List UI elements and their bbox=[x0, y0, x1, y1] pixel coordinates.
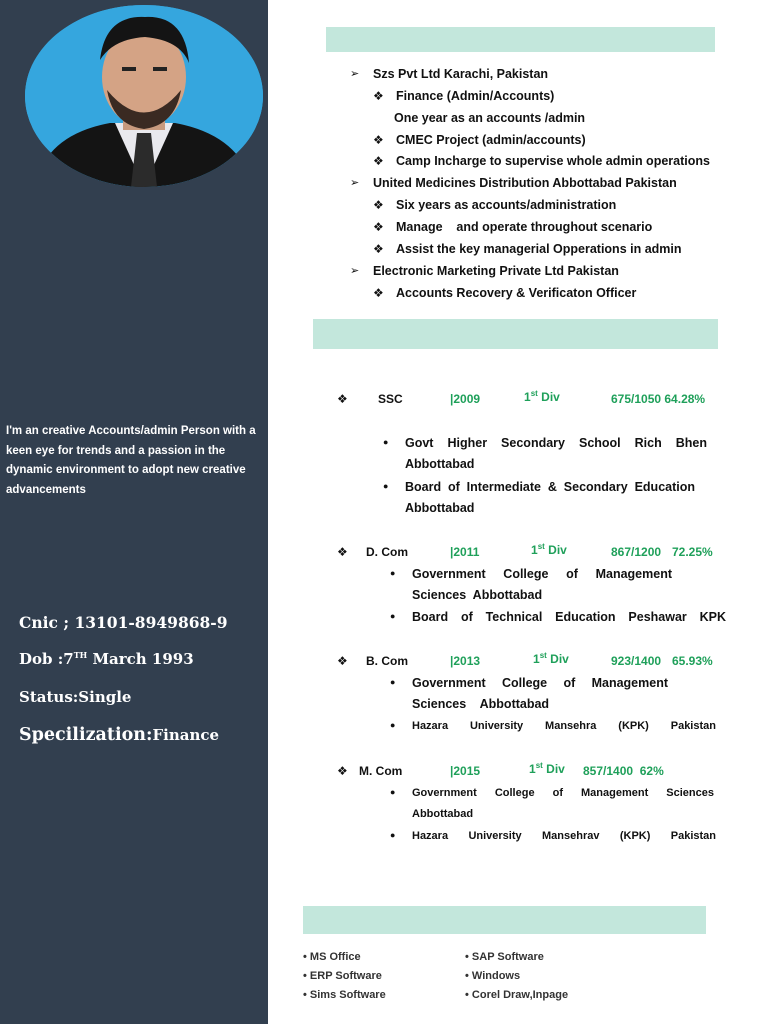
role-2-3: Assist the key managerial Opperations in admin bbox=[396, 242, 682, 256]
bcom-div-sup: st bbox=[539, 651, 547, 660]
dcom-inst-1b: Sciences Abbottabad bbox=[412, 588, 543, 602]
bullet-dot-icon: ● bbox=[383, 437, 389, 447]
cnic: Cnic ; 13101-8949868-9 bbox=[19, 613, 228, 632]
experience-header-bar bbox=[326, 27, 715, 52]
company-2: United Medicines Distribution Abbottabad Pakistan bbox=[373, 176, 677, 190]
arrow-bullet-icon: ➢ bbox=[350, 68, 360, 80]
dob-rest: March 1993 bbox=[87, 650, 194, 668]
ssc-division bbox=[524, 389, 560, 404]
education-header-bar bbox=[313, 319, 718, 349]
ssc-inst-2b: Abbottabad bbox=[405, 501, 475, 515]
arrow-bullet-icon: ➢ bbox=[350, 265, 360, 277]
mcom-inst-1b: Abbottabad bbox=[412, 808, 474, 820]
diamond-bullet-icon: ❖ bbox=[337, 764, 348, 778]
mcom-year: |2015 bbox=[450, 764, 481, 778]
bcom-div-rest: Div bbox=[546, 652, 569, 666]
mcom-division bbox=[529, 761, 565, 776]
dcom-marks: 867/1200 bbox=[611, 545, 662, 559]
mcom-inst-1: Government College of Management Sciences bbox=[412, 787, 714, 799]
skill-item: • Windows bbox=[465, 970, 521, 982]
bullet-dot-icon: ● bbox=[390, 787, 396, 797]
role-3-1: Accounts Recovery & Verificaton Officer bbox=[396, 286, 637, 300]
bcom-percent: 65.93% bbox=[672, 654, 713, 668]
role-2-2: Manage and operate throughout scenario bbox=[396, 220, 653, 234]
ssc-div-num: 1 bbox=[524, 390, 531, 404]
skill-item: • Sims Software bbox=[303, 989, 386, 1001]
role-1-2: CMEC Project (admin/accounts) bbox=[396, 133, 586, 147]
dcom-division bbox=[531, 542, 567, 557]
bullet-dot-icon: ● bbox=[390, 568, 396, 578]
diamond-bullet-icon: ❖ bbox=[373, 286, 384, 300]
role-1-1: Finance (Admin/Accounts) bbox=[396, 89, 555, 103]
bullet-dot-icon: ● bbox=[390, 720, 396, 730]
spec-value: Finance bbox=[152, 726, 220, 744]
skill-item: • Corel Draw,Inpage bbox=[465, 989, 569, 1001]
diamond-bullet-icon: ❖ bbox=[337, 545, 348, 559]
ssc-year: |2009 bbox=[450, 392, 481, 406]
spec-label: Specilization: bbox=[19, 725, 153, 745]
ssc-inst-2: Board of Intermediate & Secondary Education bbox=[405, 480, 695, 494]
bullet-dot-icon: ● bbox=[383, 481, 389, 491]
ssc-inst-1: Govt Higher Secondary School Rich Bhen bbox=[405, 436, 707, 450]
mcom-degree: M. Com bbox=[359, 764, 403, 778]
diamond-bullet-icon: ❖ bbox=[373, 220, 384, 234]
ssc-marks: 675/1050 64.28% bbox=[611, 392, 706, 406]
bcom-degree: B. Com bbox=[366, 654, 408, 668]
ssc-div-rest: Div bbox=[537, 390, 560, 404]
ssc-degree: SSC bbox=[378, 392, 403, 406]
bcom-division bbox=[533, 651, 569, 666]
bullet-dot-icon: ● bbox=[390, 830, 396, 840]
dcom-div-rest: Div bbox=[544, 543, 567, 557]
dcom-div-num: 1 bbox=[531, 543, 538, 557]
skill-item: • MS Office bbox=[303, 951, 361, 963]
skill-item: • ERP Software bbox=[303, 970, 382, 982]
role-1-3: Camp Incharge to supervise whole admin operations bbox=[396, 154, 710, 168]
company-3: Electronic Marketing Private Ltd Pakistan bbox=[373, 264, 619, 278]
diamond-bullet-icon: ❖ bbox=[373, 133, 384, 147]
diamond-bullet-icon: ❖ bbox=[337, 392, 348, 406]
diamond-bullet-icon: ❖ bbox=[373, 242, 384, 256]
about-text: I'm an creative Accounts/admin Person with a keen eye for trends and a passion in the dynamic environment to adopt new creative advancements bbox=[6, 425, 256, 496]
bullet-dot-icon: ● bbox=[390, 677, 396, 687]
role-1-1b: One year as an accounts /admin bbox=[394, 111, 586, 125]
dcom-div-sup: st bbox=[537, 542, 545, 551]
diamond-bullet-icon: ❖ bbox=[373, 154, 384, 168]
bcom-year: |2013 bbox=[450, 654, 481, 668]
skill-item: • SAP Software bbox=[465, 951, 544, 963]
mcom-inst-2: Hazara University Mansehrav (KPK) Pakistan bbox=[412, 830, 716, 842]
diamond-bullet-icon: ❖ bbox=[373, 198, 384, 212]
ssc-div-sup: st bbox=[530, 389, 538, 398]
dob-prefix: Dob :7 bbox=[19, 650, 74, 668]
mcom-div-sup: st bbox=[535, 761, 543, 770]
bcom-inst-1b: Sciences Abbottabad bbox=[412, 697, 550, 711]
dcom-degree: D. Com bbox=[366, 545, 408, 559]
bullet-dot-icon: ● bbox=[390, 611, 396, 621]
bcom-div-num: 1 bbox=[533, 652, 540, 666]
bcom-inst-1: Government College of Management bbox=[412, 676, 668, 690]
bcom-marks: 923/1400 bbox=[611, 654, 662, 668]
diamond-bullet-icon: ❖ bbox=[337, 654, 348, 668]
dob-sup: TH bbox=[73, 650, 88, 660]
ssc-inst-1b: Abbottabad bbox=[405, 457, 475, 471]
dcom-percent: 72.25% bbox=[672, 545, 713, 559]
arrow-bullet-icon: ➢ bbox=[350, 177, 360, 189]
dcom-inst-2: Board of Technical Education Peshawar KPK bbox=[412, 610, 726, 624]
bcom-inst-2: Hazara University Mansehra (KPK) Pakistan bbox=[412, 720, 716, 732]
dcom-inst-1: Government College of Management bbox=[412, 567, 672, 581]
mcom-marks: 857/1400 62% bbox=[583, 764, 664, 778]
dcom-year: |2011 bbox=[450, 545, 480, 559]
diamond-bullet-icon: ❖ bbox=[373, 89, 384, 103]
role-2-1: Six years as accounts/administration bbox=[396, 198, 617, 212]
mcom-div-num: 1 bbox=[529, 762, 536, 776]
skills-header-bar bbox=[303, 906, 706, 934]
status: Status:Single bbox=[19, 688, 132, 706]
mcom-div-rest: Div bbox=[542, 762, 565, 776]
company-1: Szs Pvt Ltd Karachi, Pakistan bbox=[373, 67, 549, 81]
